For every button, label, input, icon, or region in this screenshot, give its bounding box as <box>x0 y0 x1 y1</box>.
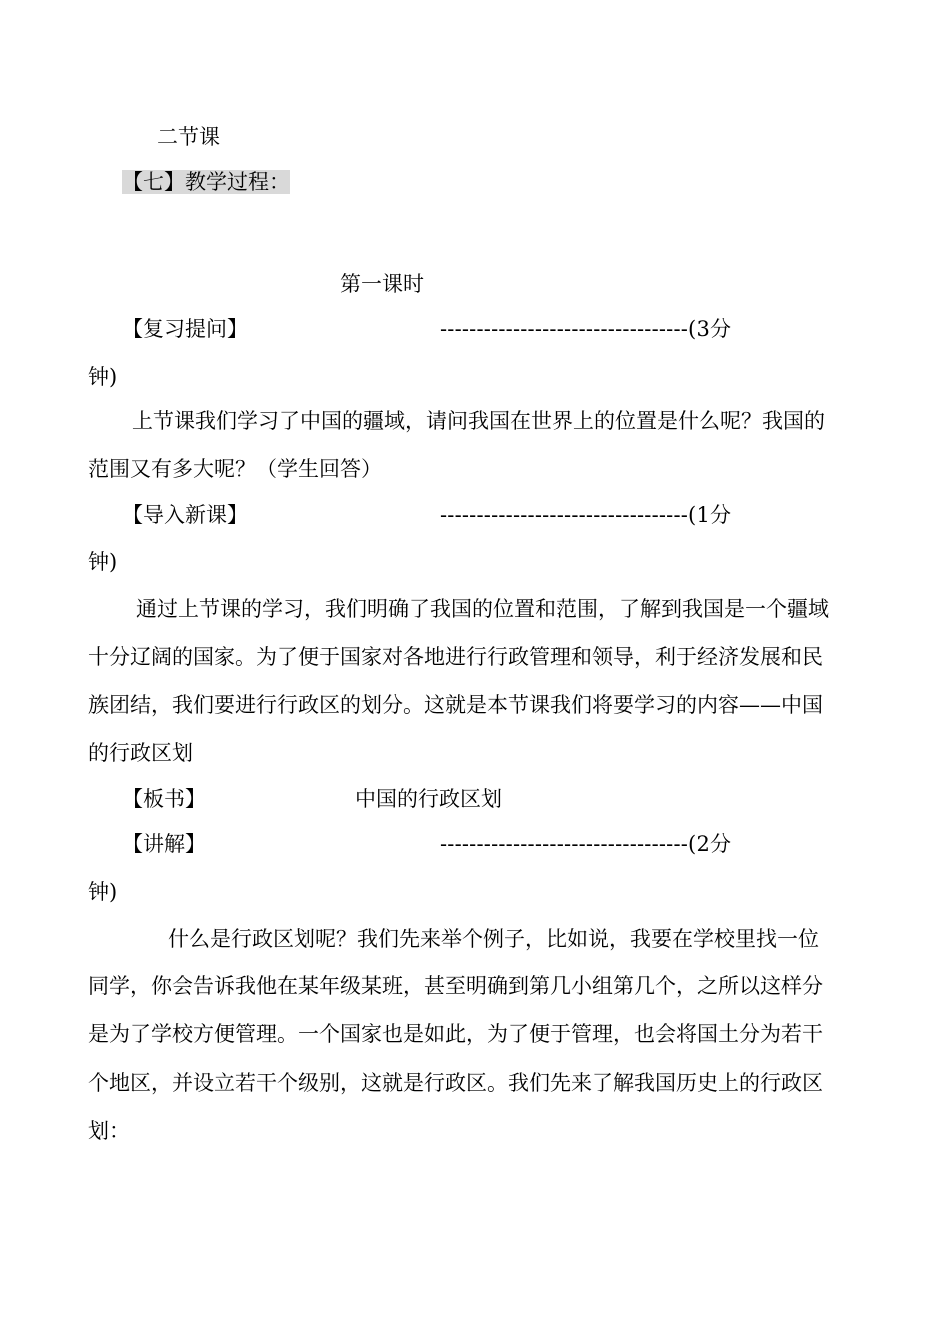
intro-para-line-1: 通过上节课的学习，我们明确了我国的位置和范围，了解到我国是一个疆域 <box>136 597 829 621</box>
intro-para-line-2: 十分辽阔的国家。为了便于国家对各地进行行政管理和领导，利于经济发展和民 <box>88 645 823 669</box>
review-label: 【复习提问】 <box>122 317 248 341</box>
explain-para-line-5: 划： <box>88 1119 130 1143</box>
review-para-line-2: 范围又有多大呢？（学生回答） <box>88 457 382 481</box>
lesson-count: 二节课 <box>157 125 220 149</box>
review-dashes: ----------------------------------(3分 <box>440 317 732 341</box>
review-para-line-1: 上节课我们学习了中国的疆域，请问我国在世界上的位置是什么呢？我国的 <box>132 409 825 433</box>
review-wrap: 钟) <box>88 365 118 389</box>
explain-para-line-3: 是为了学校方便管理。一个国家也是如此，为了便于管理，也会将国土分为若干 <box>88 1022 823 1046</box>
board-text: 中国的行政区划 <box>355 787 502 811</box>
period-title: 第一课时 <box>340 272 424 296</box>
intro-para-line-3: 族团结，我们要进行行政区的划分。这就是本节课我们将要学习的内容——中国 <box>88 693 823 717</box>
explain-para-line-2: 同学，你会告诉我他在某年级某班，甚至明确到第几小组第几个，之所以这样分 <box>88 974 823 998</box>
intro-wrap: 钟) <box>88 550 118 574</box>
explain-para-line-4: 个地区，并设立若干个级别，这就是行政区。我们先来了解我国历史上的行政区 <box>88 1071 823 1095</box>
explain-para-line-1: 什么是行政区划呢？我们先来举个例子，比如说，我要在学校里找一位 <box>168 927 819 951</box>
board-label: 【板书】 <box>122 787 206 811</box>
explain-label: 【讲解】 <box>122 832 206 856</box>
intro-label: 【导入新课】 <box>122 503 248 527</box>
section-title <box>122 167 290 197</box>
explain-wrap: 钟) <box>88 880 118 904</box>
intro-para-line-4: 的行政区划 <box>88 741 193 765</box>
explain-dashes: ----------------------------------(2分 <box>440 832 732 856</box>
section-title-text: 【七】教学过程： <box>122 170 290 194</box>
intro-dashes: ----------------------------------(1分 <box>440 503 732 527</box>
